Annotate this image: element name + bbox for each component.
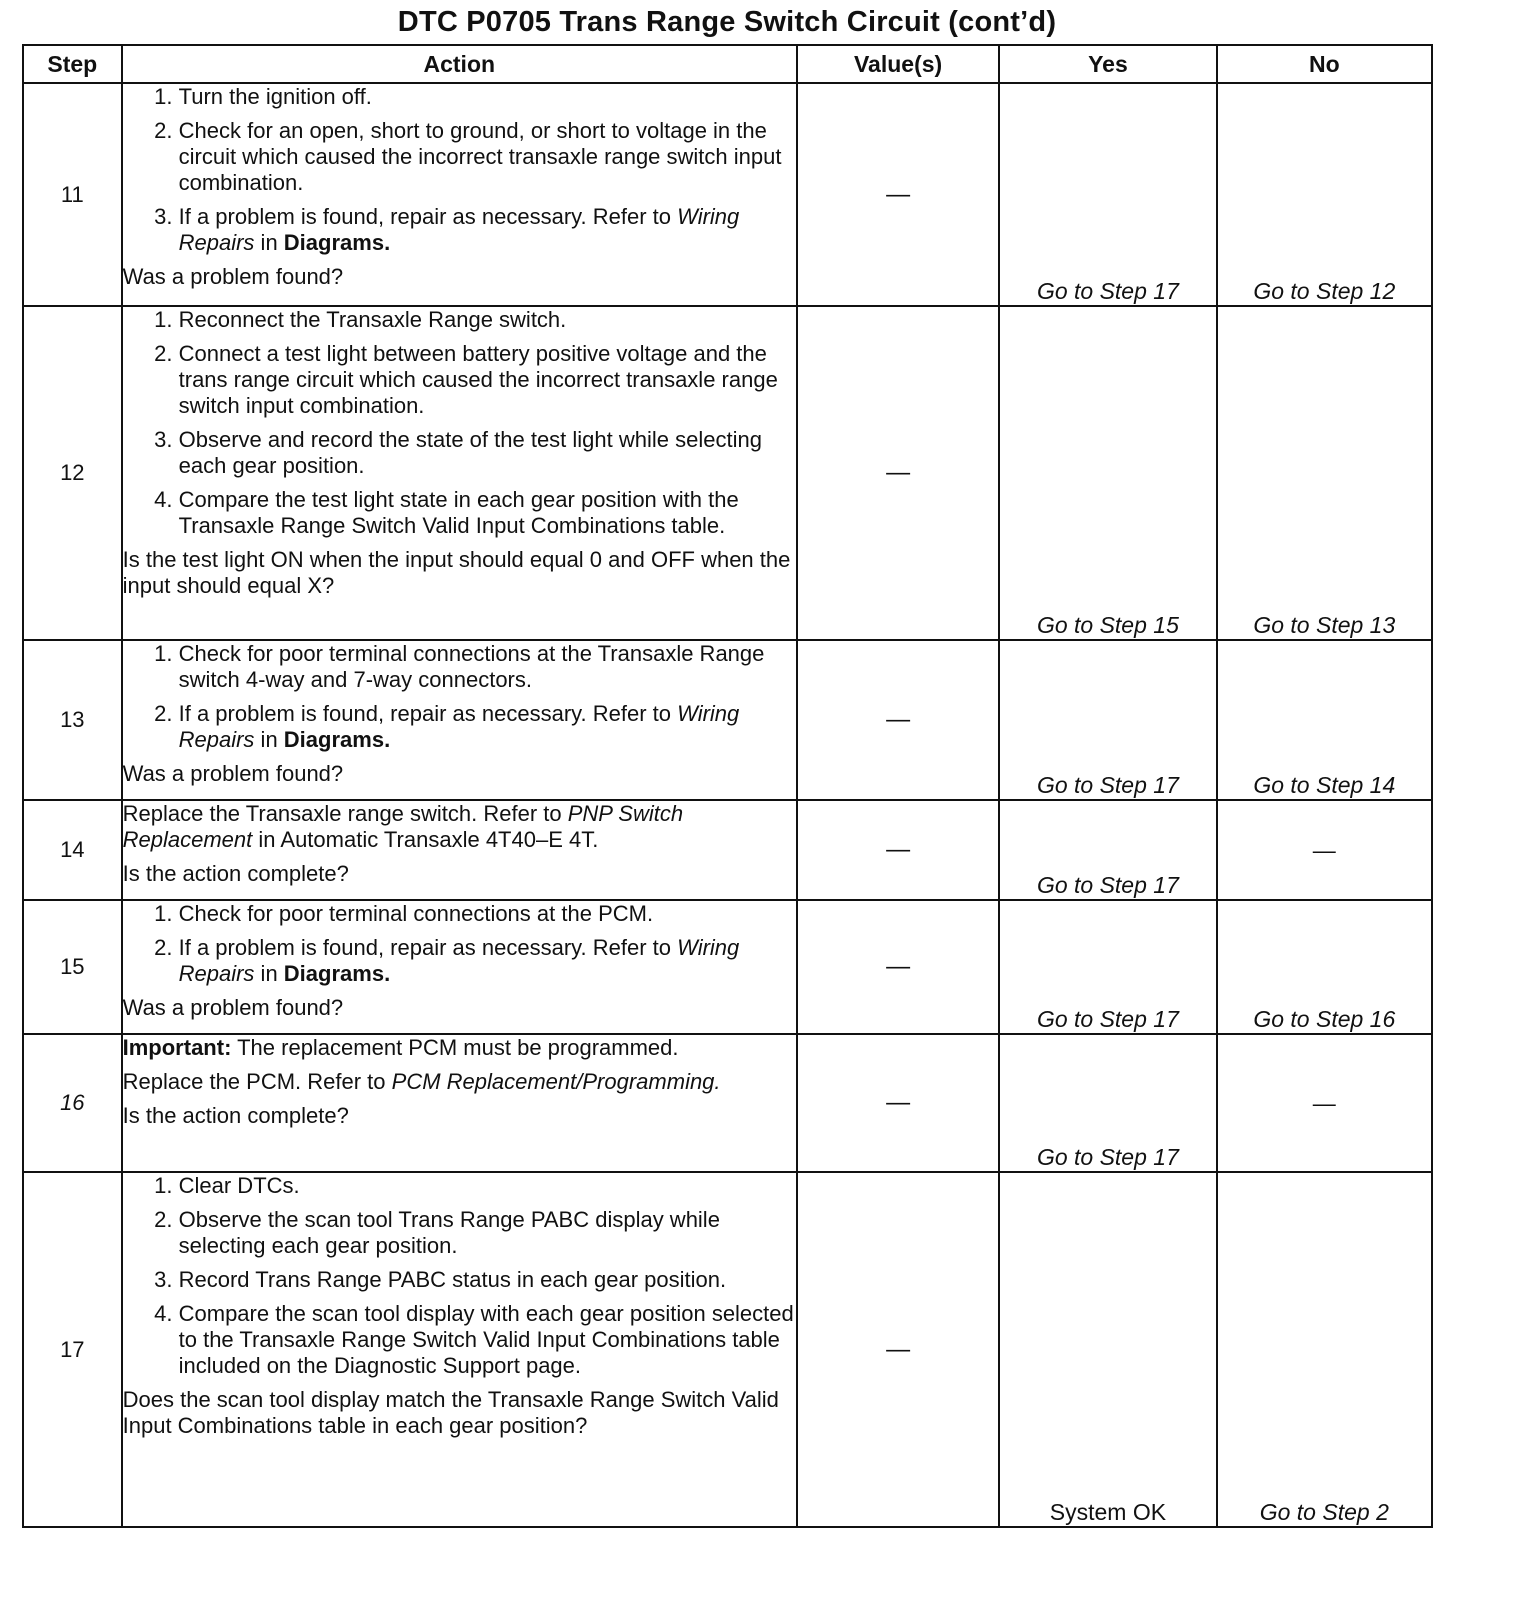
reference-link: Wiring Repairs bbox=[178, 204, 740, 255]
list-item: 3. Observe and record the state of the test light while selecting each gear position. bbox=[179, 427, 796, 479]
important-text: The replacement PCM must be programmed. bbox=[231, 1035, 679, 1060]
no-cell: Go to Step 13 bbox=[1217, 306, 1432, 640]
list-item: 1. Reconnect the Transaxle Range switch. bbox=[179, 307, 796, 333]
step-number: 14 bbox=[23, 800, 122, 900]
page-title: DTC P0705 Trans Range Switch Circuit (cont’d) bbox=[397, 6, 1057, 38]
header-step: Step bbox=[23, 45, 122, 83]
reference-link: Wiring Repairs bbox=[178, 935, 740, 986]
reference-bold: Diagrams. bbox=[283, 961, 391, 986]
item-text: in bbox=[254, 961, 284, 986]
no-cell: Go to Step 2 bbox=[1217, 1172, 1432, 1527]
action-cell bbox=[122, 640, 797, 800]
question-text: Was a problem found? bbox=[122, 761, 344, 786]
header-no: No bbox=[1217, 45, 1432, 83]
action-list bbox=[123, 641, 796, 753]
question-text: Is the action complete? bbox=[122, 1103, 349, 1128]
item-text: If a problem is found, repair as necessary. Refer to bbox=[178, 935, 678, 960]
action-text bbox=[123, 801, 796, 853]
item-text: in Automatic Transaxle 4T40–E 4T. bbox=[252, 827, 599, 852]
value-cell: — bbox=[797, 640, 999, 800]
header-action: Action bbox=[122, 45, 797, 83]
value-cell: — bbox=[797, 900, 999, 1034]
step-number: 13 bbox=[23, 640, 122, 800]
list-item: 1. Check for poor terminal connections at the PCM. bbox=[179, 901, 796, 927]
list-item: 2. Check for an open, short to ground, or short to voltage in the circuit which caused the incorrect transaxle range switch input combination. bbox=[179, 118, 796, 196]
yes-cell: System OK bbox=[999, 1172, 1216, 1527]
list-item: 3. Record Trans Range PABC status in each gear position. bbox=[179, 1267, 796, 1293]
item-text: Replace the PCM. Refer to bbox=[122, 1069, 392, 1094]
step-number: 16 bbox=[23, 1034, 122, 1172]
reference-link: Wiring Repairs bbox=[178, 701, 740, 752]
reference-link: PCM Replacement/Programming. bbox=[391, 1069, 721, 1094]
action-cell bbox=[122, 800, 797, 900]
table-row bbox=[23, 1172, 1432, 1527]
action-list bbox=[123, 84, 796, 256]
list-item: 4. Compare the scan tool display with each gear position selected to the Transaxle Range Switch Valid Input Combinations table included on the Diagnostic Support page. bbox=[179, 1301, 796, 1379]
no-cell: — bbox=[1217, 1034, 1432, 1172]
action-cell bbox=[122, 306, 797, 640]
value-cell: — bbox=[797, 306, 999, 640]
value-cell: — bbox=[797, 1172, 999, 1527]
no-cell: — bbox=[1217, 800, 1432, 900]
no-cell: Go to Step 12 bbox=[1217, 83, 1432, 306]
list-item: 1. Turn the ignition off. bbox=[179, 84, 796, 110]
action-cell bbox=[122, 1172, 797, 1527]
list-item: 1. Check for poor terminal connections at the Transaxle Range switch 4-way and 7-way connectors. bbox=[179, 641, 796, 693]
item-text: Replace the Transaxle range switch. Refer to bbox=[122, 801, 568, 826]
list-item: 2. Observe the scan tool Trans Range PABC display while selecting each gear position. bbox=[179, 1207, 796, 1259]
list-item bbox=[179, 701, 796, 753]
header-values: Value(s) bbox=[797, 45, 999, 83]
step-number: 11 bbox=[23, 83, 122, 306]
question-text: Is the action complete? bbox=[122, 861, 349, 886]
yes-cell: Go to Step 17 bbox=[999, 1034, 1216, 1172]
list-item bbox=[179, 204, 796, 256]
important-note bbox=[123, 1035, 796, 1061]
value-cell: — bbox=[797, 800, 999, 900]
table-row bbox=[23, 83, 1432, 306]
header-row bbox=[23, 45, 1432, 83]
yes-cell: Go to Step 17 bbox=[999, 83, 1216, 306]
yes-cell: Go to Step 15 bbox=[999, 306, 1216, 640]
question-text: Is the test light ON when the input should equal 0 and OFF when the input should equal X? bbox=[122, 547, 791, 598]
yes-cell: Go to Step 17 bbox=[999, 800, 1216, 900]
yes-cell: Go to Step 17 bbox=[999, 640, 1216, 800]
diagnostic-table bbox=[22, 44, 1433, 1528]
list-item: 4. Compare the test light state in each gear position with the Transaxle Range Switch Valid Input Combinations table. bbox=[179, 487, 796, 539]
item-text: in bbox=[254, 230, 284, 255]
table-row bbox=[23, 900, 1432, 1034]
table-row bbox=[23, 1034, 1432, 1172]
important-label: Important: bbox=[122, 1035, 232, 1060]
action-cell bbox=[122, 83, 797, 306]
item-text: in bbox=[254, 727, 284, 752]
action-list bbox=[123, 307, 796, 539]
value-cell: — bbox=[797, 83, 999, 306]
action-cell bbox=[122, 900, 797, 1034]
yes-cell: Go to Step 17 bbox=[999, 900, 1216, 1034]
question-text: Does the scan tool display match the Transaxle Range Switch Valid Input Combinations table in each gear position? bbox=[122, 1387, 779, 1438]
list-item bbox=[179, 935, 796, 987]
action-list bbox=[123, 1173, 796, 1379]
question-text: Was a problem found? bbox=[122, 264, 344, 289]
header-yes: Yes bbox=[999, 45, 1216, 83]
no-cell: Go to Step 14 bbox=[1217, 640, 1432, 800]
step-number: 12 bbox=[23, 306, 122, 640]
value-cell: — bbox=[797, 1034, 999, 1172]
no-cell: Go to Step 16 bbox=[1217, 900, 1432, 1034]
reference-link: PNP Switch Replacement bbox=[122, 801, 684, 852]
action-list bbox=[123, 901, 796, 987]
list-item: 1. Clear DTCs. bbox=[179, 1173, 796, 1199]
action-text bbox=[123, 1069, 796, 1095]
question-text: Was a problem found? bbox=[122, 995, 344, 1020]
reference-bold: Diagrams. bbox=[283, 230, 391, 255]
item-text: If a problem is found, repair as necessary. Refer to bbox=[178, 204, 678, 229]
table-row bbox=[23, 640, 1432, 800]
list-item: 2. Connect a test light between battery positive voltage and the trans range circuit which caused the incorrect transaxle range switch input combination. bbox=[179, 341, 796, 419]
reference-bold: Diagrams. bbox=[283, 727, 391, 752]
action-cell bbox=[122, 1034, 797, 1172]
table-row bbox=[23, 306, 1432, 640]
step-number: 17 bbox=[23, 1172, 122, 1527]
item-text: If a problem is found, repair as necessary. Refer to bbox=[178, 701, 678, 726]
table-row bbox=[23, 800, 1432, 900]
step-number: 15 bbox=[23, 900, 122, 1034]
